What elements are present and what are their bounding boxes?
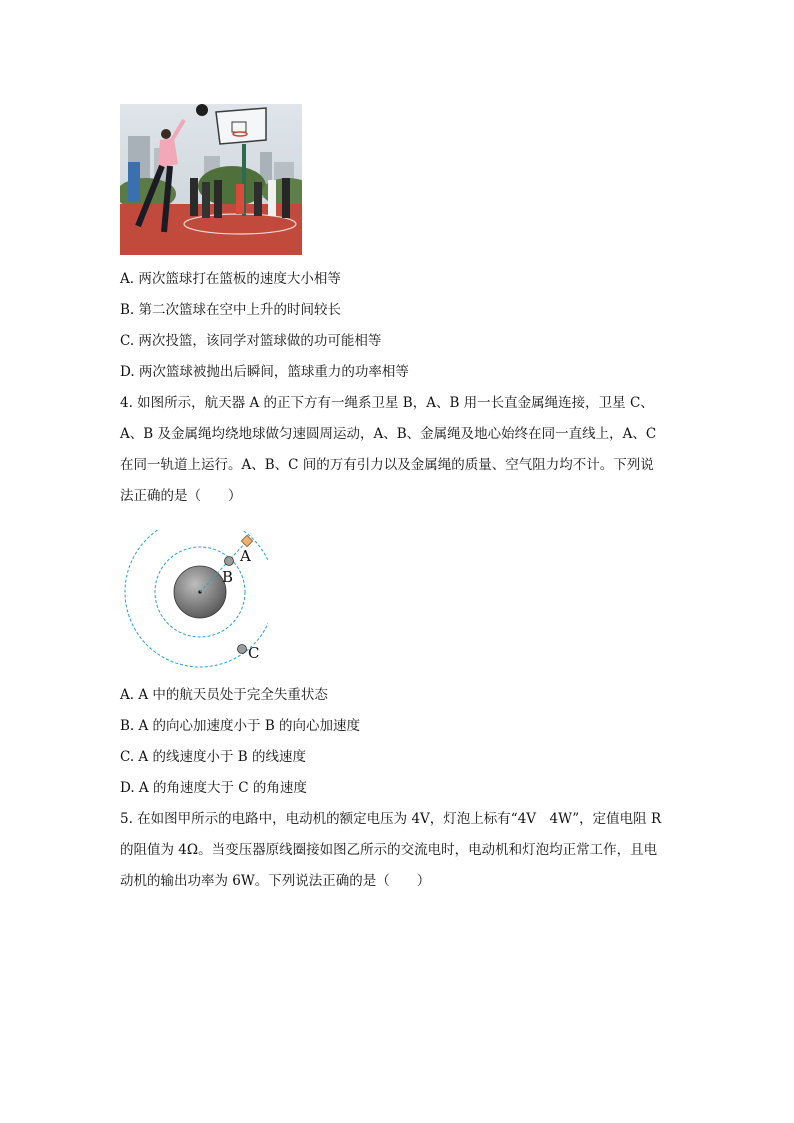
q5-stem-line-3: 动机的输出功率为 6W。下列说法正确的是（ ） (120, 873, 431, 889)
q4-option-b: B. A 的向心加速度小于 B 的向心加速度 (120, 718, 361, 734)
q4-stem-line-2: A、B 及金属绳均绕地球做匀速圆周运动，A、B、金属绳及地心始终在同一直线上，A、C (120, 426, 657, 442)
q5-stem-line-1: 5. 在如图甲所示的电路中，电动机的额定电压为 4V，灯泡上标有“4V 4W”，定值电阻 R (120, 811, 662, 827)
spacecraft-a (241, 535, 252, 546)
q3-option-a: A. 两次篮球打在篮板的速度大小相等 (120, 271, 341, 287)
q4-stem-line-1: 4. 如图所示，航天器 A 的正下方有一绳系卫星 B，A、B 用一长直金属绳连接，卫星 C、 (120, 395, 654, 411)
q4-stem-line-4: 法正确的是（ ） (120, 488, 242, 504)
q4-option-c: C. A 的线速度小于 B 的线速度 (120, 749, 306, 765)
q3-option-d: D. 两次篮球被抛出后瞬间，篮球重力的功率相等 (120, 364, 409, 380)
satellite-b (225, 557, 234, 566)
label-c: C (248, 644, 260, 662)
label-a: A (240, 547, 251, 565)
q5-stem-line-2: 的阻值为 4Ω。当变压器原线圈接如图乙所示的交流电时，电动机和灯泡均正常工作，且电 (120, 842, 658, 858)
orbit-diagram-svg (118, 530, 268, 670)
q4-stem-line-3: 在同一轨道上运行。A、B、C 间的万有引力以及金属绳的质量、空气阻力均不计。下列说 (120, 457, 654, 473)
basketball-photo (120, 104, 302, 255)
label-b: B (222, 568, 234, 586)
satellite-c (238, 645, 247, 654)
orbit-diagram (118, 530, 268, 670)
q4-option-d: D. A 的角速度大于 C 的角速度 (120, 780, 307, 796)
q3-option-b: B. 第二次篮球在空中上升的时间较长 (120, 302, 342, 318)
q4-option-a: A. A 中的航天员处于完全失重状态 (120, 687, 328, 703)
basketball-scene-illustration (120, 104, 302, 255)
q3-option-c: C. 两次投篮，该同学对篮球做的功可能相等 (120, 333, 382, 349)
